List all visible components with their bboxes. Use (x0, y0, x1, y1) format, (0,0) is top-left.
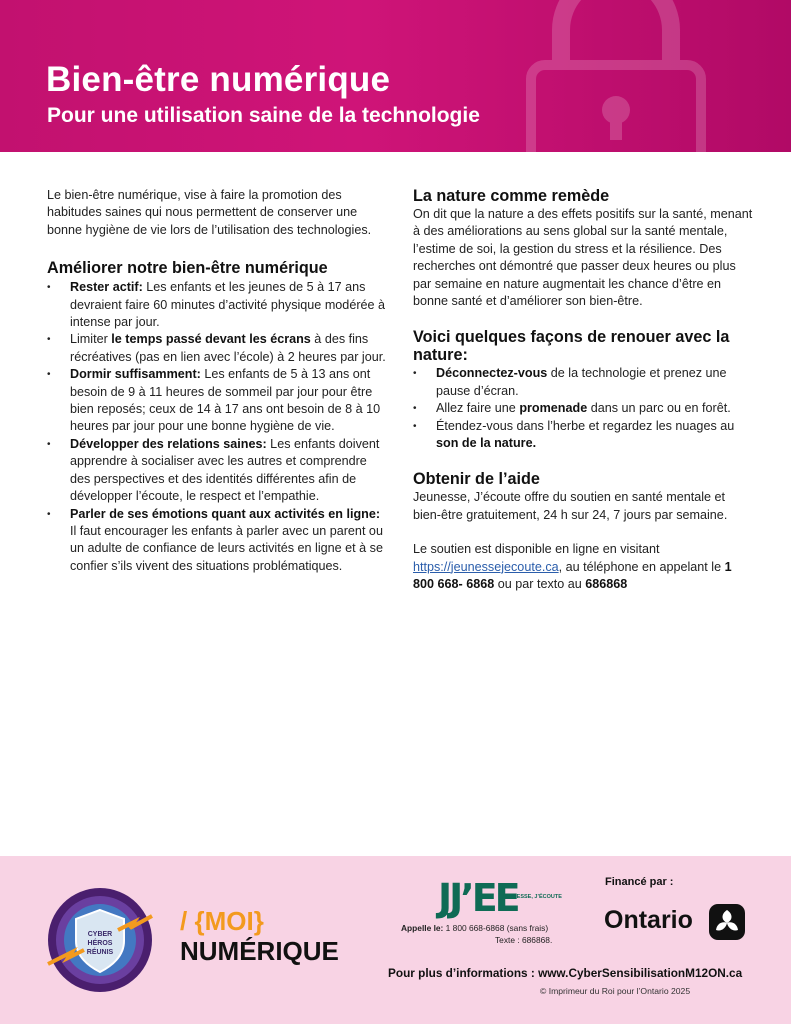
help-paragraph: Jeunesse, J’écoute offre du soutien en santé mentale et bien-être gratuitement, 24 h sur 24, 7 jours par semaine. (413, 490, 728, 522)
trillium-icon (709, 904, 745, 940)
funded-by-label: Financé par : (605, 876, 674, 888)
svg-text:HÉROS: HÉROS (87, 940, 113, 947)
header-banner (0, 0, 791, 152)
page-subtitle: Pour une utilisation saine de la technologie (47, 104, 480, 127)
svg-text:RÉUNIS: RÉUNIS (86, 949, 114, 956)
copyright: © Imprimeur du Roi pour l’Ontario 2025 (540, 986, 691, 996)
nature-paragraph: On dit que la nature a des effets positifs sur la santé, menant à des améliorations au sens global sur la santé mentale, l’estime de soi, la gestion du stress et la résilience. Des recherches ont démontré que passer deux heures ou plus par semaine en nature augmentait les chance d’être en bonne santé et d’améliorer son bien-être. (413, 207, 753, 309)
contact-info: Appelle le: 1 800 668-6868 (sans frais) Texte : 686868. (401, 923, 553, 945)
list-item: • Limiter le temps passé devant les écrans à des fins récréatives (pas en lien avec l’école) à 2 heures par jour. (47, 331, 387, 366)
list-item: • Allez faire une promenade dans un parc ou en forêt. (413, 400, 753, 417)
right-column (413, 187, 753, 594)
cyber-heros-badge-logo (46, 886, 154, 994)
section-heading-ameliorer: Améliorer notre bien-être numérique (47, 259, 328, 278)
moi-numerique-logo: / {MOI} NUMÉRIQUE (180, 906, 339, 966)
text-number: 686868 (585, 577, 628, 592)
jeunessejecoute-link[interactable]: https://jeunessejecoute.ca (413, 559, 559, 574)
left-column (47, 187, 387, 575)
page-title: Bien-être numérique (46, 60, 391, 99)
section-heading-ways: Voici quelques façons de renouer avec la nature: (413, 328, 730, 365)
list-item: • Dormir suffisamment: Les enfants de 5 à 13 ans ont besoin de 9 à 11 heures de sommeil par jour pour être bien reposés; ceux de 14 à 17 ans ont besoin de 8 à 10 heures par jour pour une bonne hygiène de vie. (47, 366, 387, 436)
list-item: • Parler de ses émotions quant aux activités en ligne: Il faut encourager les enfants à parler avec un parent ou un adulte de confiance de leurs activités en ligne et à se confier s’ils vivent des situations problématiques. (47, 506, 387, 576)
support-paragraph: Le soutien est disponible en ligne en visitant https://jeunessejecoute.ca, au téléphone en appelant le 1 800 668- 6868 ou par texto au 686868 (413, 542, 732, 592)
phone-number: 1 800 668- 6868 (413, 559, 732, 592)
padlock-icon (501, 0, 731, 152)
svg-text:CYBER: CYBER (87, 931, 113, 938)
ways-list (413, 365, 753, 452)
tips-list (47, 279, 387, 575)
list-item: • Déconnectez-vous de la technologie et prenez une pause d’écran. (413, 365, 753, 400)
intro-paragraph: Le bien-être numérique, vise à faire la promotion des habitudes saines qui nous permettent de conserver une bonne hygiène de vie lors de l’utilisation des technologies. (47, 188, 372, 237)
section-heading-nature: La nature comme remède (413, 187, 610, 205)
jeunesse-jecoute-logo: JJ’EE JEUNESSE, J’ÉCOUTE (438, 876, 562, 920)
list-item: • Rester actif: Les enfants et les jeunes de 5 à 17 ans devraient faire 60 minutes d’activité physique modérée à intense par jour. (47, 279, 387, 331)
section-heading-aide: Obtenir de l’aide (413, 470, 540, 489)
list-item: • Développer des relations saines: Les enfants doivent apprendre à socialiser avec les autres et comprendre des perspectives et des identités différentes afin de développer l’écoute, le respect et l’empathie. (47, 436, 387, 506)
more-info-line: Pour plus d’informations : www.CyberSensibilisationM12ON.ca (388, 966, 743, 980)
ontario-logo-text: Ontario (604, 906, 693, 934)
list-item: • Étendez-vous dans l’herbe et regardez les nuages au son de la nature. (413, 418, 753, 453)
